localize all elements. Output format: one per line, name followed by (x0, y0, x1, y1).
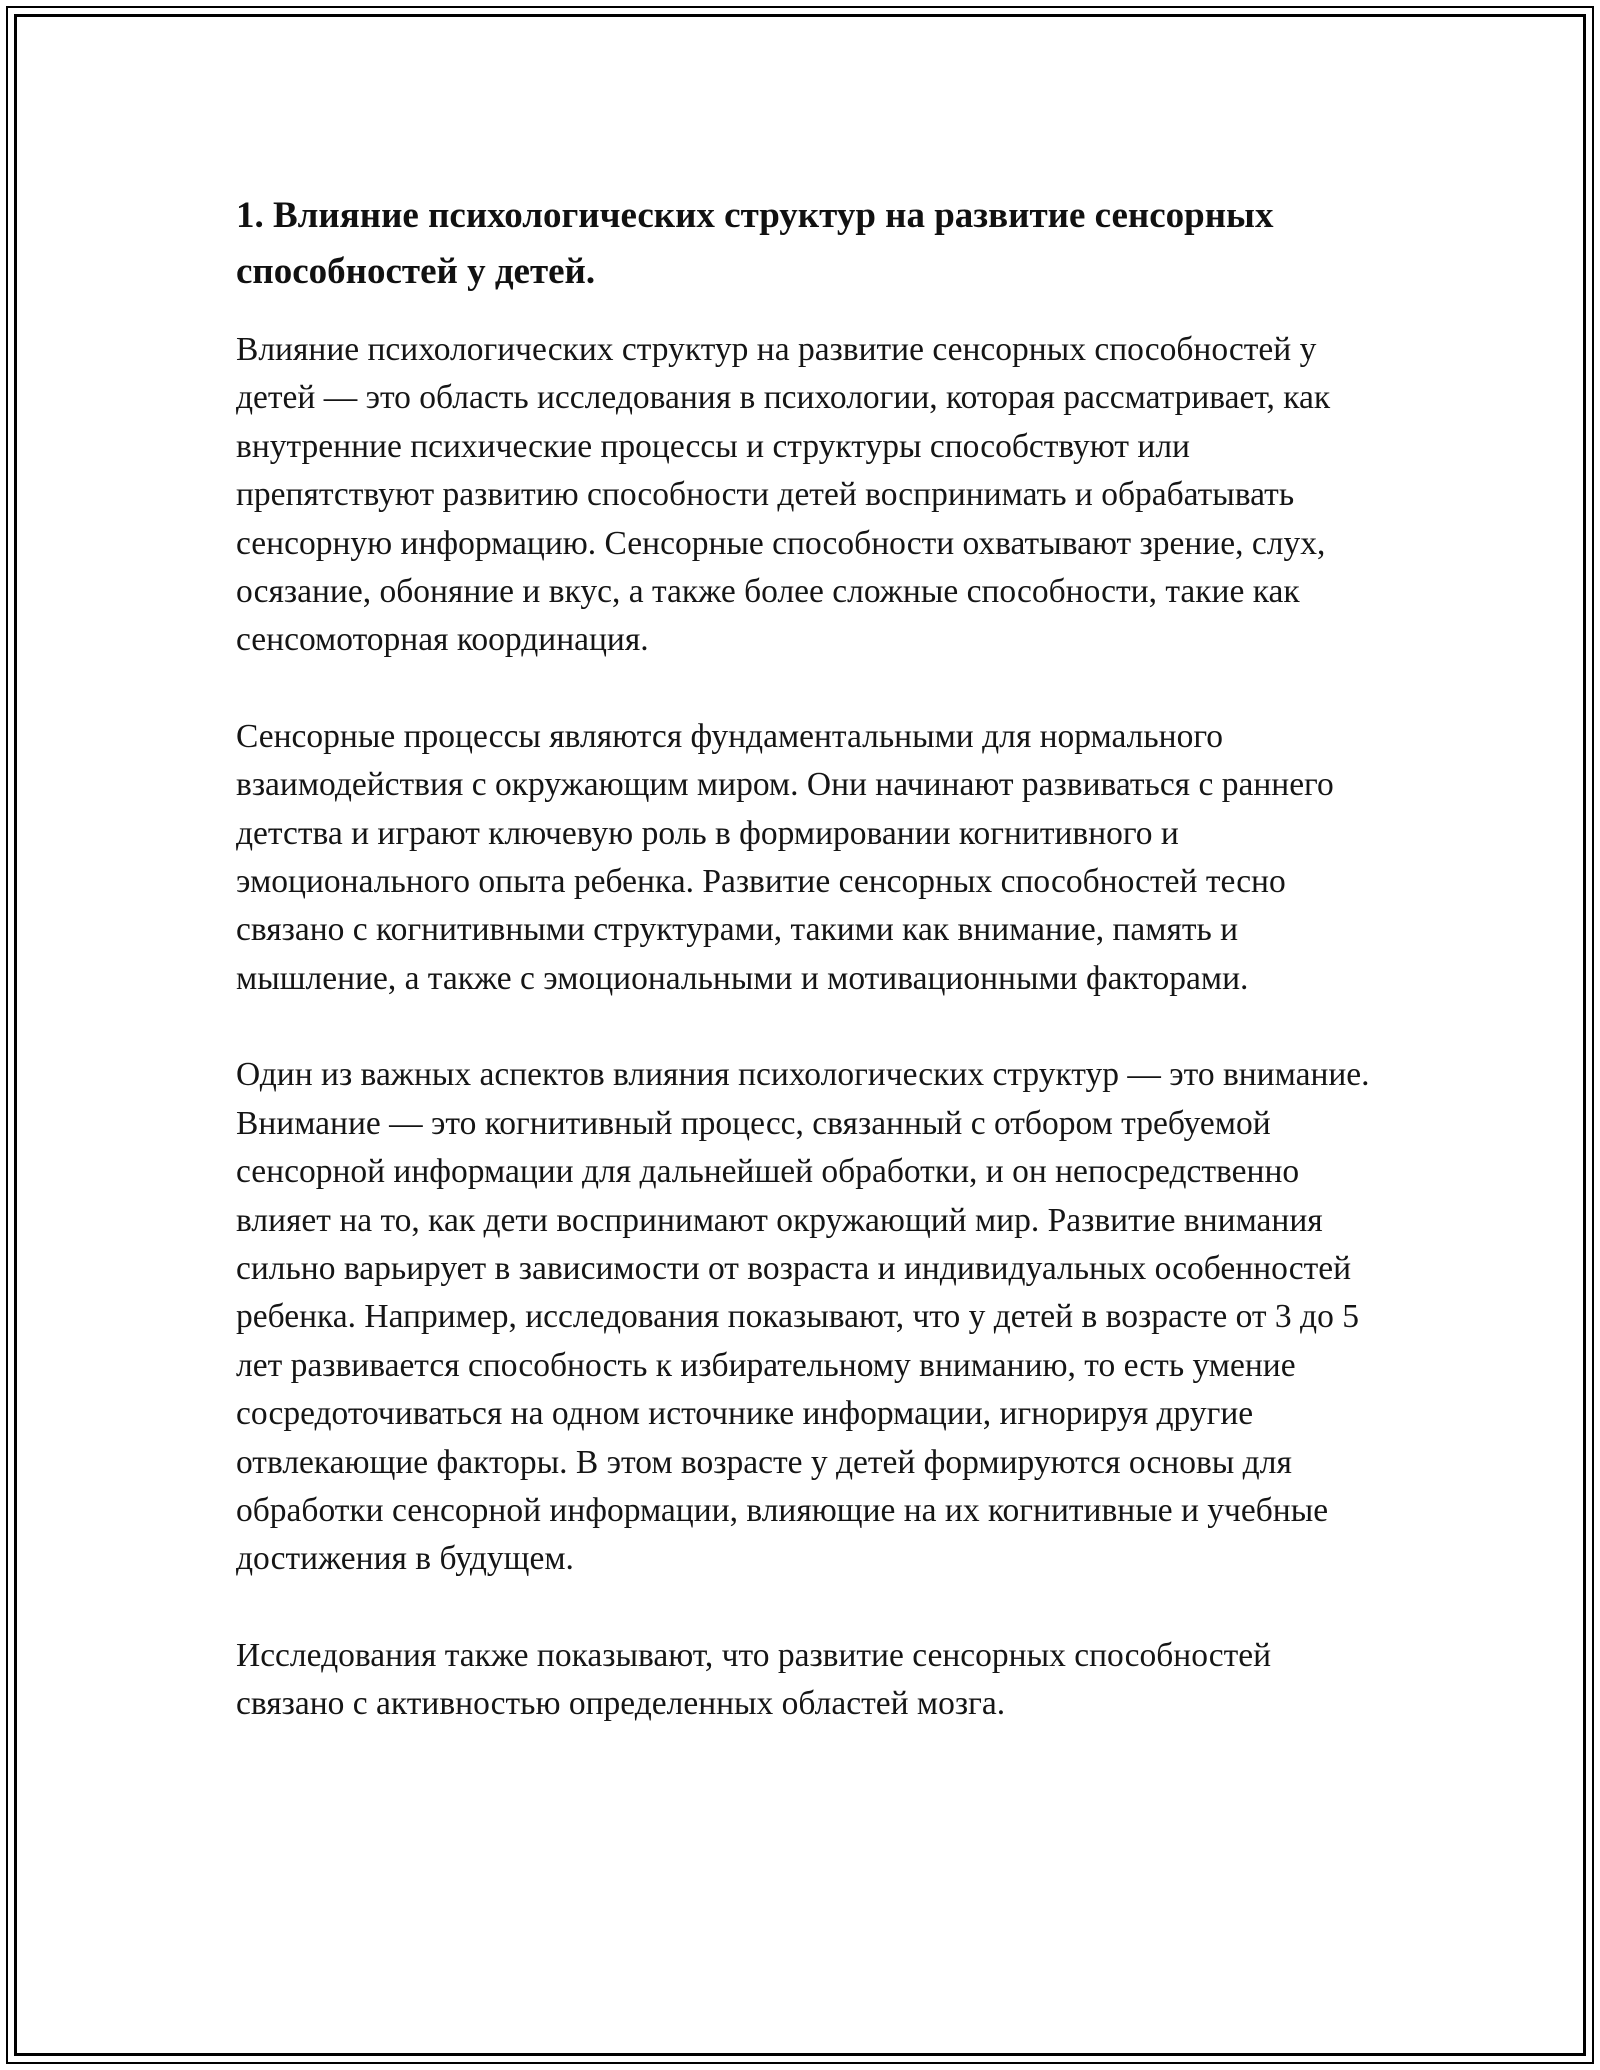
paragraph-1: Влияние психологических структур на развитие сенсорных способностей у детей — это область исследования в психологии, которая рассматривает, как внутренние психические процессы и структуры способствуют или препятствуют развитию способности детей воспринимать и обрабатывать сенсорную информацию. Сенсорные способности охватывают зрение, слух, осязание, обоняние и вкус, а также более сложные способности, такие как сенсомоторная координация. (236, 331, 1331, 659)
paragraph-2: Сенсорные процессы являются фундаментальными для нормального взаимодействия с окружающим миром. Они начинают развиваться с раннего детства и играют ключевую роль в формировании когнитивного и эмоционального опыта ребенка. Развитие сенсорных способностей тесно связано с когнитивными структурами, такими как внимание, память и мышление, а также с эмоциональными и мотивационными факторами. (236, 717, 1334, 997)
paragraph-4: Исследования также показывают, что развитие сенсорных способностей связано с активностью определенных областей мозга. (236, 1636, 1272, 1723)
section-heading: 1. Влияние психологических структур на развитие сенсорных способностей у детей. (236, 195, 1274, 292)
paragraph-3: Один из важных аспектов влияния психологических структур — это внимание. Внимание — это когнитивный процесс, связанный с отбором требуемой сенсорной информации для дальнейшей обработки, и он непосредственно влияет на то, как дети воспринимают окружающий мир. Развитие внимания сильно варьирует в зависимости от возраста и индивидуальных особенностей ребенка. Например, исследования показывают, что у детей в возрасте от 3 до 5 лет развивается способность к избирательному вниманию, то есть умение сосредоточиваться на одном источнике информации, игнорируя другие отвлекающие факторы. В этом возрасте у детей формируются основы для обработки сенсорной информации, влияющие на их когнитивные и учебные достижения в будущем. (236, 1056, 1370, 1578)
document-body (236, 188, 1376, 1729)
